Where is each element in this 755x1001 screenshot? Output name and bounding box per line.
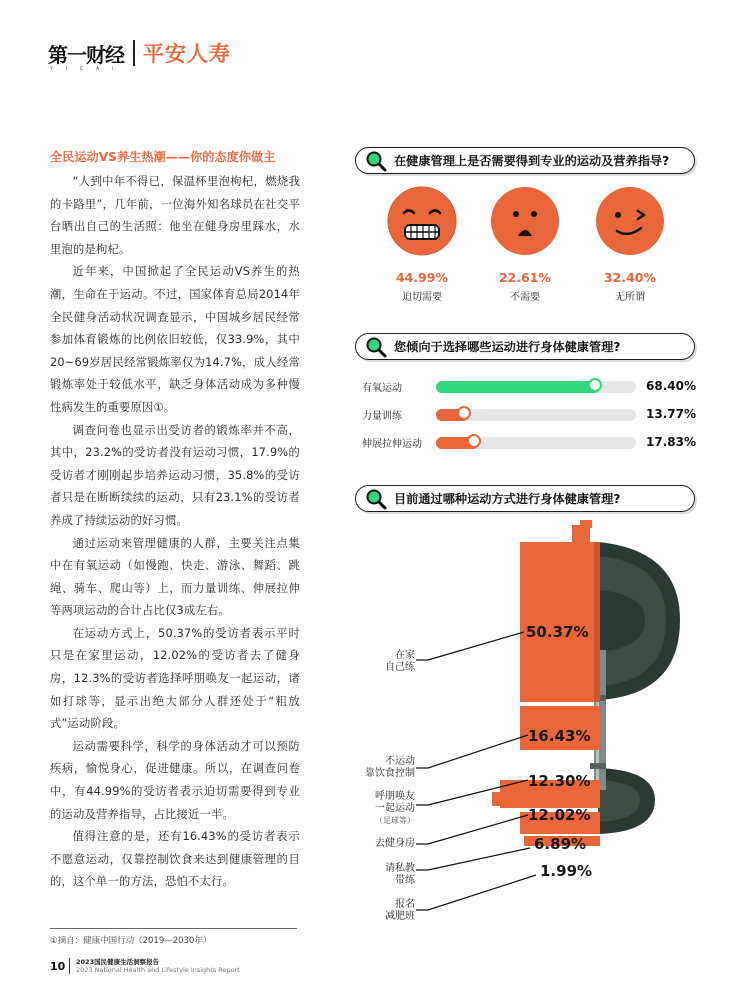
question-2-banner [355, 333, 695, 360]
winking-face-icon [595, 186, 665, 256]
question-1-banner [355, 147, 695, 174]
brand-logo: 第一财经 [48, 42, 124, 67]
article-paragraph: 在运动方式上，50.37%的受访者表示平时只是在家里运动，12.02%的受访者去了健身房，12.3%的受访者选择呼朋唤友一起运动，诸如打球等，显示出绝大部分人群还处于“粗放式”运动阶段。 [50, 626, 300, 731]
article-paragraph: 调查问卷也显示出受访者的锻炼率并不高，其中，23.2%的受访者没有运动习惯，17.9%的受访者才刚刚起步培养运动习惯，35.8%的受访者只是在断断续续的运动，只有23.1%的受访者养成了持续运动的好习惯。 [50, 423, 300, 527]
article-paragraph: 值得注意的是，还有16.43%的受访者表示不愿意运动，仅靠控制饮食来达到健康管理的目的，这个单一的方法，恐怕不太行。 [50, 830, 300, 889]
q3-pct-gym: 12.02% [528, 806, 591, 824]
q3-label-coach: 请私教 带练 [385, 863, 415, 886]
q1-label-urgent: 迫切需要 [402, 292, 442, 303]
q1-label-no-need: 不需要 [510, 292, 540, 303]
article-column [50, 148, 300, 894]
q1-pct-no-need: 22.61% [498, 270, 552, 285]
q3-label-friends: 呼朋唤友 一起运动 （足球等） [375, 791, 415, 825]
bar-label-strength: 力量训练 [362, 411, 402, 422]
question-3-banner [355, 485, 695, 512]
article-paragraph: 通过运动来管理健康的人群，主要关注点集中在有氧运动（如慢跑、快走、游泳、舞蹈、跳绳、骑车、爬山等）上，而力量训练、伸展拉伸等两项运动的合计占比仅3成左右。 [50, 536, 300, 618]
brand-logo-sub: Y I C A I [50, 66, 120, 71]
q3-pct-friends: 12.30% [528, 772, 591, 790]
bar-track-strength [436, 409, 636, 421]
article-title: 全民运动VS养生热潮——你的态度你做主 [50, 150, 276, 164]
q3-label-no-exercise: 不运动 靠饮食控制 [365, 756, 415, 779]
bar-pct-strength: 13.77% [646, 407, 696, 421]
article-paragraph: 近年来，中国掀起了全民运动VS养生的热潮，生命在于运动。不过，国家体育总局2014年全民健身活动状况调查显示，中国城乡居民经常参加体育锻炼的比例依旧较低，仅33.9%，其中20~69岁居民经常锻炼率仅为14.7%，成人经常锻炼率处于较低水平，缺乏身体活动成为多种慢性病发生的重要原因①。 [50, 265, 300, 414]
article-paragraph: “人到中年不得已，保温杯里泡枸杞，燃烧我的卡路里”，几年前，一位海外知名球员在社交平台晒出自己的生活照：他坐在健身房里踩水，水里泡的是枸杞。 [50, 175, 300, 256]
question-1-text: 在健康管理上是否需要得到专业的运动及营养指导? [394, 154, 670, 168]
magnifier-icon [364, 335, 388, 359]
bar-knob-aerobic [588, 378, 602, 392]
q3-pct-home: 50.37% [526, 623, 589, 641]
bar-track-aerobic [436, 381, 636, 393]
bar-fill-aerobic [436, 381, 600, 393]
bar-knob-stretch [467, 434, 481, 448]
q3-pct-slimming: 1.99% [540, 862, 593, 880]
question-2-text: 您倾向于选择哪些运动进行身体健康管理? [394, 340, 621, 354]
partner-logo: 平安人寿 [143, 42, 231, 66]
logo-divider [133, 40, 135, 66]
q3-label-home: 在家 自己练 [385, 650, 415, 673]
grinning-face-icon [387, 186, 457, 256]
footnote: ①摘自：健康中国行动（2019—2030年） [50, 936, 212, 946]
report-title-cn: 2023国民健康生活洞察报告 [76, 958, 160, 966]
bar-label-aerobic: 有氧运动 [362, 383, 402, 394]
bar-pct-stretch: 17.83% [646, 435, 696, 449]
bar-knob-strength [457, 406, 471, 420]
header-logo [48, 38, 231, 71]
magnifier-icon [364, 149, 388, 173]
footnote-divider [50, 928, 297, 929]
article-paragraph: 运动需要科学，科学的身体活动才可以预防疾病，愉悦身心，促进健康。所以，在调查问卷中，有44.99%的受访者表示迫切需要得到专业的运动及营养指导，占比接近一半。 [50, 739, 300, 821]
q3-pct-coach: 6.89% [534, 835, 587, 853]
footer-divider [69, 958, 70, 974]
page-number: 10 [50, 960, 66, 973]
q1-label-indifferent: 无所谓 [615, 292, 645, 303]
q3-label-gym: 去健身房 [375, 838, 415, 849]
bar-label-stretch: 伸展拉伸运动 [362, 439, 422, 450]
report-title-en: 2023 National Health and Lifestyle Insights Report [76, 966, 240, 974]
question-3-text: 目前通过哪种运动方式进行身体健康管理? [394, 492, 621, 506]
bar-pct-aerobic: 68.40% [646, 379, 696, 393]
magnifier-icon [364, 487, 388, 511]
q3-label-slimming: 报名 减肥班 [385, 899, 415, 922]
q3-pct-no-exercise: 16.43% [528, 727, 591, 745]
surprised-face-icon [490, 186, 560, 256]
q1-pct-urgent: 44.99% [395, 270, 449, 285]
bar-track-stretch [436, 437, 636, 449]
q1-pct-indifferent: 32.40% [603, 270, 657, 285]
